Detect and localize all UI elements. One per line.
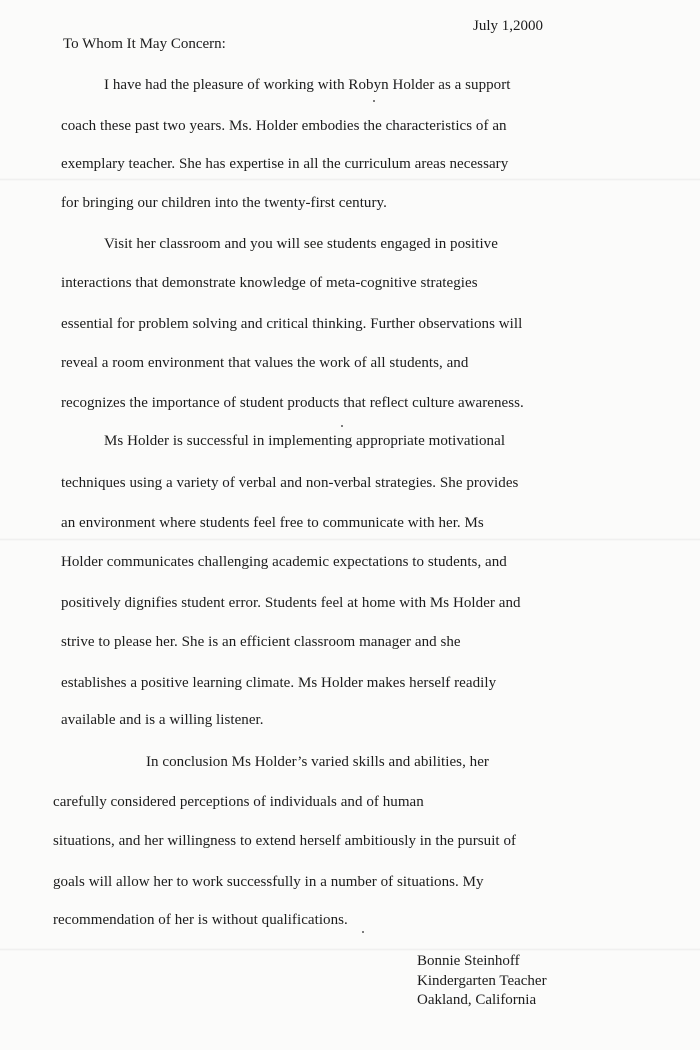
paragraph-3-line-5: positively dignifies student error. Students feel at home with Ms Holder and: [61, 595, 521, 611]
paragraph-1-line-2: coach these past two years. Ms. Holder embodies the characteristics of an: [61, 118, 507, 134]
paragraph-1-line-4: for bringing our children into the twenty-first century.: [61, 195, 387, 211]
paragraph-3-line-2: techniques using a variety of verbal and non-verbal strategies. She provides: [61, 475, 519, 491]
paragraph-1-line-1: I have had the pleasure of working with Robyn Holder as a support: [104, 77, 511, 93]
paragraph-2-line-5: recognizes the importance of student products that reflect culture awareness.: [61, 395, 524, 411]
paragraph-2-line-3: essential for problem solving and critical thinking. Further observations will: [61, 316, 523, 332]
paragraph-3-line-4: Holder communicates challenging academic expectations to students, and: [61, 554, 507, 570]
paragraph-3-line-3: an environment where students feel free to communicate with her. Ms: [61, 515, 484, 531]
paragraph-3-line-8: available and is a willing listener.: [61, 712, 264, 728]
scan-fold-line: [0, 948, 700, 951]
paragraph-3-line-1: Ms Holder is successful in implementing appropriate motivational: [104, 433, 506, 449]
scan-fold-line: [0, 538, 700, 541]
paragraph-1-line-3: exemplary teacher. She has expertise in all the curriculum areas necessary: [61, 156, 509, 172]
paragraph-2-line-2: interactions that demonstrate knowledge of meta-cognitive strategies: [61, 275, 478, 291]
paragraph-4-line-5: recommendation of her is without qualifications.: [53, 912, 348, 928]
signature-title: Kindergarten Teacher: [417, 973, 547, 989]
paragraph-4-line-1: In conclusion Ms Holder’s varied skills and abilities, her: [146, 754, 489, 770]
paragraph-4-line-2: carefully considered perceptions of individuals and of human: [53, 794, 424, 810]
paragraph-4-line-4: goals will allow her to work successfully in a number of situations. My: [53, 874, 484, 890]
scan-speck: [362, 931, 364, 933]
paragraph-3-line-6: strive to please her. She is an efficient classroom manager and she: [61, 634, 461, 650]
paragraph-2-line-4: reveal a room environment that values the work of all students, and: [61, 355, 469, 371]
paragraph-3-line-7: establishes a positive learning climate. Ms Holder makes herself readily: [61, 675, 497, 691]
paragraph-2-line-1: Visit her classroom and you will see students engaged in positive: [104, 236, 498, 252]
signature-location: Oakland, California: [417, 992, 537, 1008]
paragraph-4-line-3: situations, and her willingness to extend herself ambitiously in the pursuit of: [53, 833, 517, 849]
letter-date: July 1,2000: [473, 18, 544, 34]
scan-speck: [373, 100, 375, 102]
salutation: To Whom It May Concern:: [63, 36, 226, 52]
scan-speck: [341, 425, 343, 427]
scan-fold-line: [0, 178, 700, 181]
signature-name: Bonnie Steinhoff: [417, 953, 520, 969]
